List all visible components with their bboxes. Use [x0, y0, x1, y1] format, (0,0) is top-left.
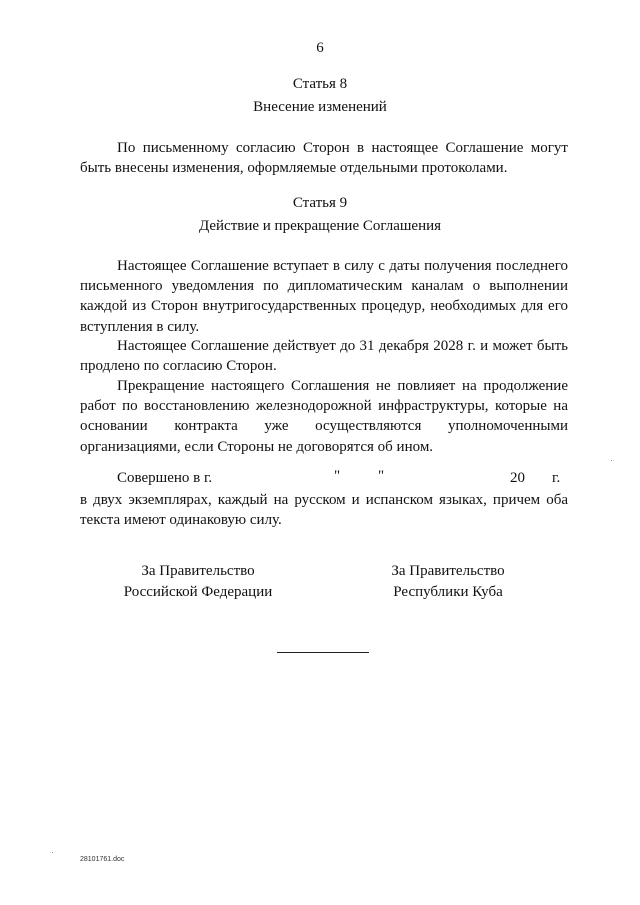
article-9-paragraph-2: Настоящее Соглашение действует до 31 декабря 2028 г. и может быть продлено по согласию Сторон.	[80, 338, 568, 375]
scan-speck	[52, 852, 53, 853]
date-quote-open: "	[334, 468, 341, 484]
article-8-heading: Внесение изменений	[253, 99, 387, 115]
article-9-paragraph-3: Прекращение настоящего Соглашения не повлияет на продолжение работ по восстановлению железнодорожной инфраструктуры, которые на основании контракта уже осуществляются уполномоченными организациями, если Стороны не договорятся об ином.	[80, 378, 568, 455]
date-quote-close: "	[378, 468, 385, 484]
end-rule	[277, 652, 369, 653]
done-prefix: Совершено в г.	[117, 470, 213, 486]
signature-cuba-line-1: За Правительство	[391, 563, 505, 579]
scan-speck	[611, 460, 612, 461]
signature-russia-line-1: За Правительство	[141, 563, 255, 579]
article-8-paragraph: По письменному согласию Сторон в настоящее Соглашение могут быть внесены изменения, оформляемые отдельными протоколами.	[80, 140, 568, 177]
signature-cuba-line-2: Республики Куба	[393, 584, 503, 600]
article-8-title: Статья 8	[292, 76, 348, 92]
done-paragraph: в двух экземплярах, каждый на русском и испанском языках, причем оба текста имеют одинаковую силу.	[80, 492, 568, 529]
signature-block-russia	[78, 561, 318, 603]
article-9-title: Статья 9	[292, 195, 348, 211]
page-number: 6	[316, 40, 324, 56]
article-9-paragraph-1: Настоящее Соглашение вступает в силу с даты получения последнего письменного уведомления по дипломатическим каналам о выполнении каждой из Сторон внутригосударственных процедур, необходимых для его вступления в силу.	[80, 258, 568, 335]
article-9-heading: Действие и прекращение Соглашения	[198, 218, 442, 234]
footer-filename: 28101761.doc	[80, 856, 125, 863]
year-suffix: г.	[552, 470, 561, 486]
signature-russia-line-2: Российской Федерации	[123, 584, 273, 600]
signature-block-cuba	[328, 561, 568, 603]
year-prefix: 20	[510, 470, 525, 486]
